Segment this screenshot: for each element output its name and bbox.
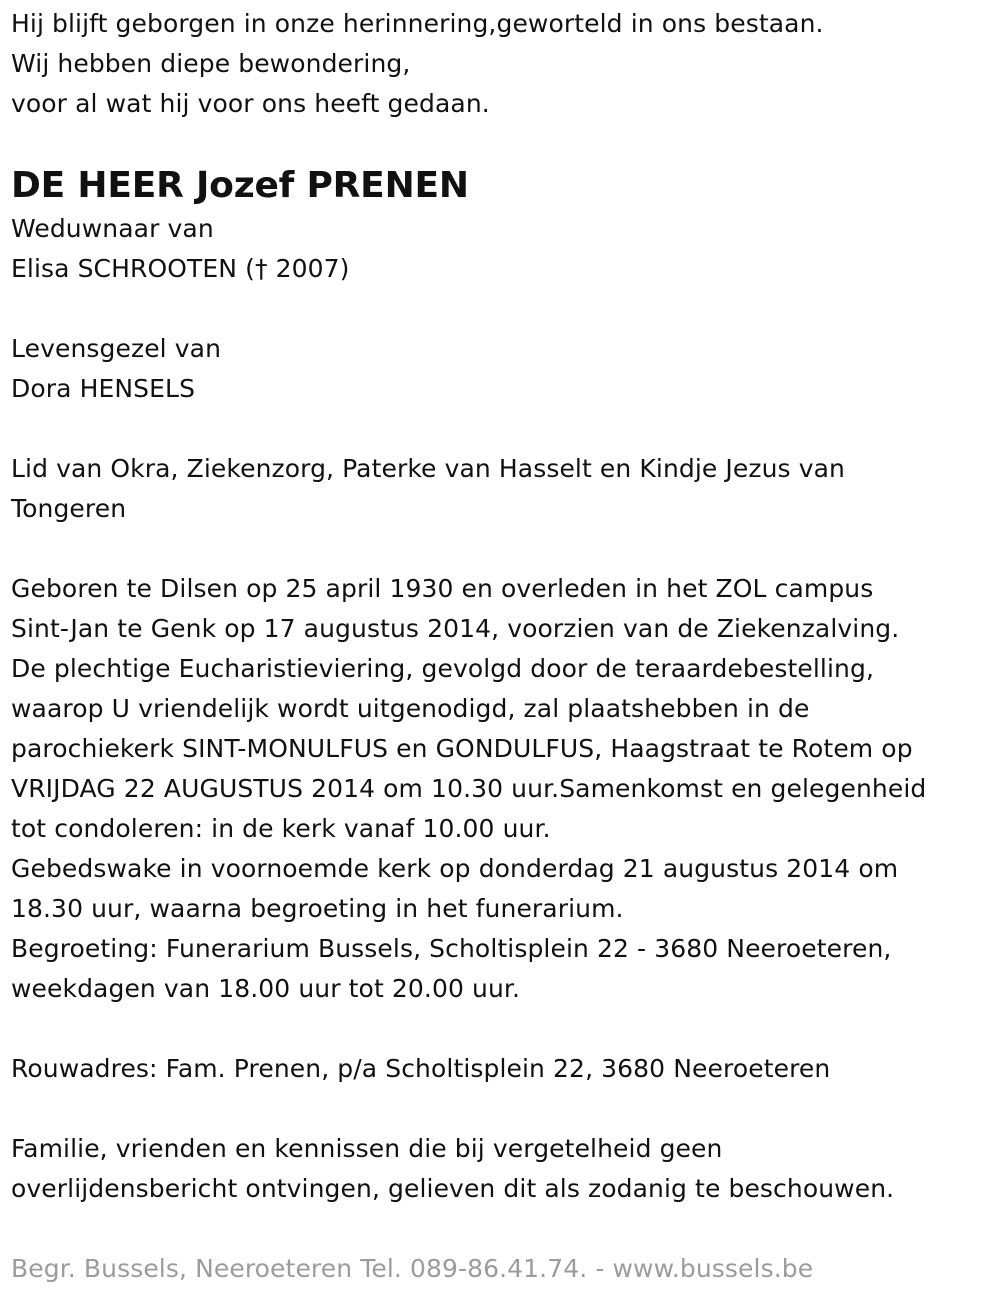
deceased-name-title: DE HEER Jozef PRENEN	[11, 165, 469, 206]
poem-line: Wij hebben diepe bewondering,	[11, 49, 411, 78]
ceremony-details	[11, 569, 990, 1009]
details-line: weekdagen van 18.00 uur tot 20.00 uur.	[11, 974, 521, 1003]
details-line: De plechtige Eucharistieviering, gevolgd door de teraardebestelling,	[11, 654, 874, 683]
details-line: VRIJDAG 22 AUGUSTUS 2014 om 10.30 uur.Samenkomst en gelegenheid	[11, 774, 927, 803]
spacer	[11, 409, 990, 449]
membership-line: Lid van Okra, Ziekenzorg, Paterke van Hasselt en Kindje Jezus van	[11, 454, 845, 483]
widower-label: Weduwnaar van	[11, 214, 214, 243]
spacer	[11, 289, 990, 329]
spacer	[11, 529, 990, 569]
details-line: tot condoleren: in de kerk vanaf 10.00 uur.	[11, 814, 551, 843]
partner-section	[11, 329, 990, 409]
details-line: waarop U vriendelijk wordt uitgenodigd, zal plaatshebben in de	[11, 694, 810, 723]
partner-label: Levensgezel van	[11, 334, 222, 363]
details-line: parochiekerk SINT-MONULFUS en GONDULFUS, Haagstraat te Rotem op	[11, 734, 913, 763]
memorial-poem	[11, 4, 990, 124]
spouse-name: Elisa SCHROOTEN († 2007)	[11, 254, 350, 283]
details-line: Gebedswake in voornoemde kerk op donderdag 21 augustus 2014 om	[11, 854, 899, 883]
poem-line: Hij blijft geborgen in onze herinnering,geworteld in ons bestaan.	[11, 9, 824, 38]
details-line: 18.30 uur, waarna begroeting in het funerarium.	[11, 894, 624, 923]
membership-line: Tongeren	[11, 494, 127, 523]
widower-section	[11, 209, 990, 289]
funeral-home-footer: Begr. Bussels, Neeroeteren Tel. 089-86.41.74. - www.bussels.be	[11, 1254, 814, 1283]
details-line: Geboren te Dilsen op 25 april 1930 en overleden in het ZOL campus	[11, 574, 874, 603]
details-line: Begroeting: Funerarium Bussels, Scholtisplein 22 - 3680 Neeroeteren,	[11, 934, 892, 963]
membership-section	[11, 449, 990, 529]
partner-name: Dora HENSELS	[11, 374, 196, 403]
poem-line: voor al wat hij voor ons heeft gedaan.	[11, 89, 490, 118]
details-line: Sint-Jan te Genk op 17 augustus 2014, voorzien van de Ziekenzalving.	[11, 614, 900, 643]
mourning-address: Rouwadres: Fam. Prenen, p/a Scholtisplein 22, 3680 Neeroeteren	[11, 1054, 831, 1083]
closing-note	[11, 1129, 990, 1209]
spacer	[11, 1209, 990, 1249]
spacer	[11, 1009, 990, 1049]
spacer	[11, 1089, 990, 1129]
closing-line: overlijdensbericht ontvingen, gelieven dit als zodanig te beschouwen.	[11, 1174, 895, 1203]
closing-line: Familie, vrienden en kennissen die bij vergetelheid geen	[11, 1134, 723, 1163]
